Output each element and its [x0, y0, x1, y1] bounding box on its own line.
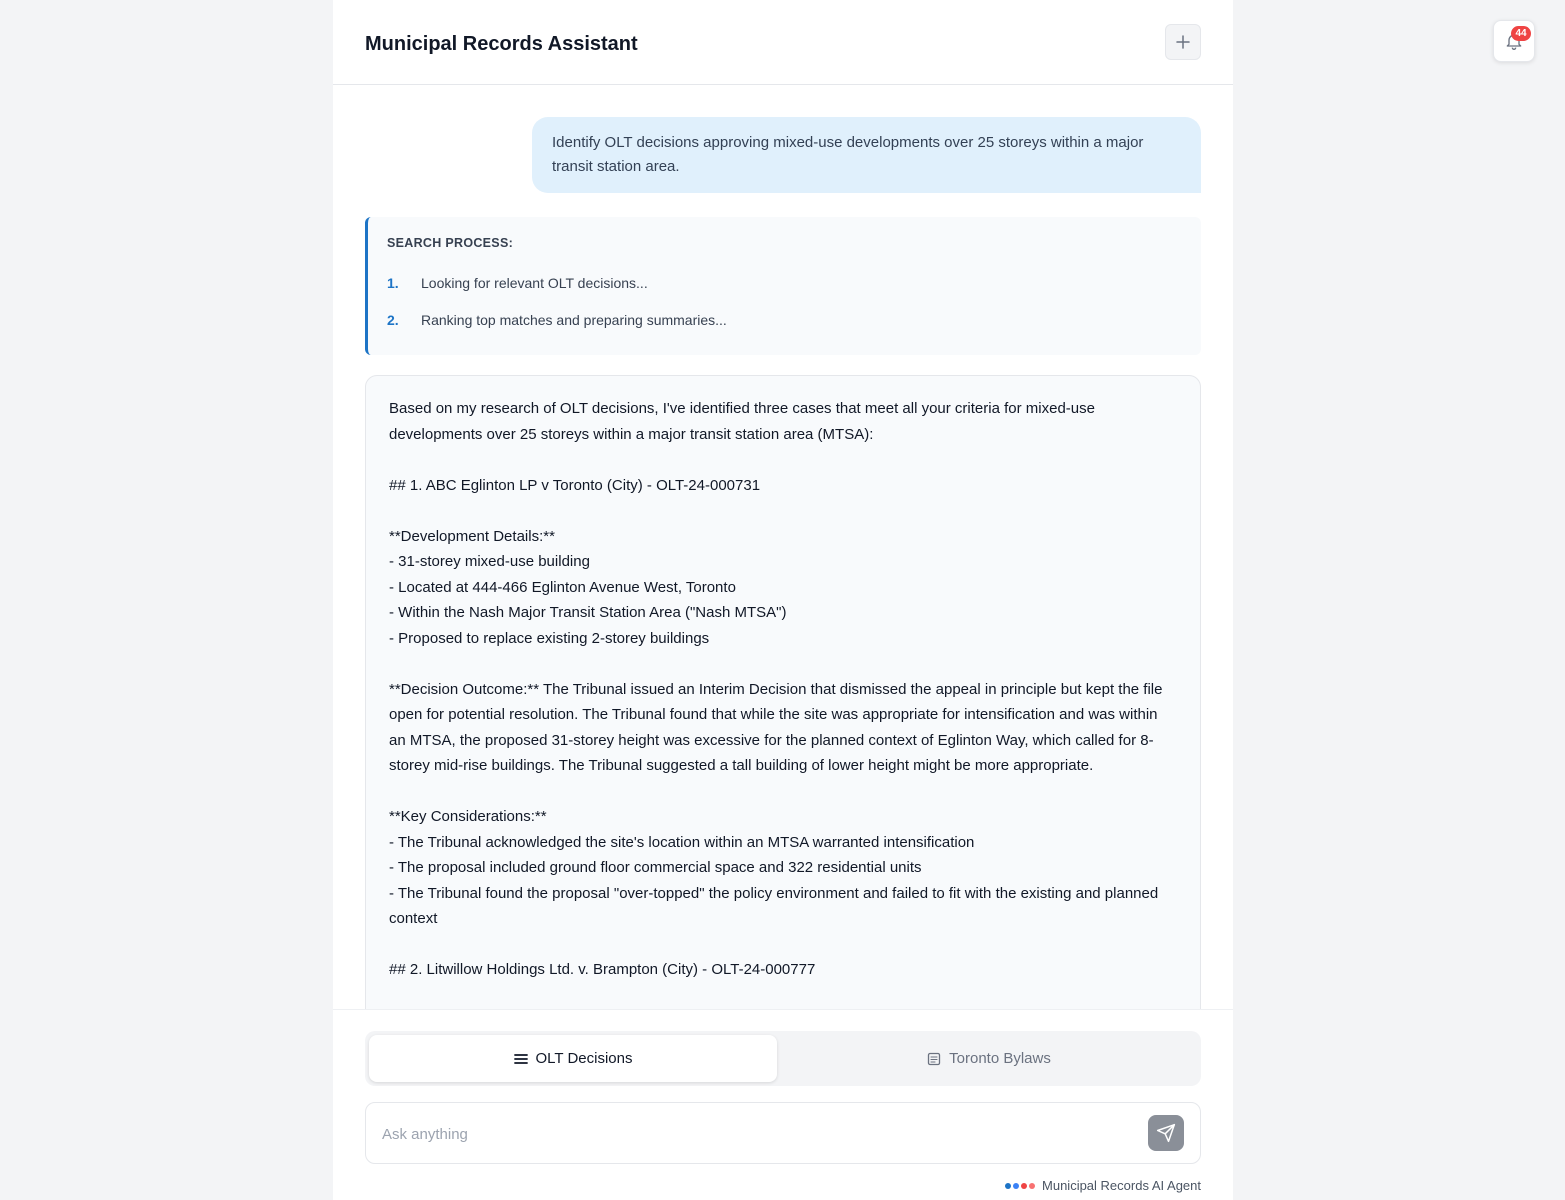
step-number: 1. — [387, 275, 399, 291]
answer-line: - The Tribunal acknowledged the site's location within an MTSA warranted intensification — [389, 833, 975, 851]
brand-dot — [1013, 1183, 1019, 1189]
answer-blank-line — [389, 651, 1177, 677]
answer-line: ## 1. ABC Eglinton LP v Toronto (City) - OLT-24-000731 — [389, 476, 761, 494]
answer-line: Based on my research of OLT decisions, I've identified three cases that meet all your criteria for mixed-use developments over 25 storeys within a major transit station area (MTSA): — [389, 400, 1095, 443]
search-process-panel — [365, 217, 1201, 355]
search-process-label: SEARCH PROCESS: — [387, 236, 514, 250]
tab-label: Toronto Bylaws — [949, 1050, 1051, 1067]
answer-line: **Development Details:** — [389, 527, 555, 545]
step-text: Ranking top matches and preparing summaries... — [421, 312, 727, 328]
answer-line: **Key Considerations:** — [389, 808, 547, 825]
send-button[interactable] — [1148, 1115, 1184, 1151]
answer-line: ## 2. Litwillow Holdings Ltd. v. Brampton (City) - OLT-24-000777 — [389, 961, 816, 978]
step-text: Looking for relevant OLT decisions... — [421, 275, 648, 291]
message-input[interactable] — [382, 1121, 1142, 1147]
tab-toronto-bylaws[interactable] — [781, 1035, 1197, 1082]
answer-line: - 31-storey mixed-use building — [389, 553, 590, 570]
page-title: Municipal Records Assistant — [365, 33, 638, 55]
answer-line: - Located at 444-466 Eglinton Avenue West, Toronto — [389, 578, 736, 596]
answer-blank-line — [389, 932, 1177, 958]
notifications-button[interactable] — [1493, 20, 1535, 62]
send-icon — [1156, 1123, 1176, 1143]
brand-dot — [1029, 1183, 1035, 1189]
brand-dot — [1021, 1183, 1027, 1189]
answer-line: - The Tribunal found the proposal "over-topped" the policy environment and failed to fit with the existing and planned context — [389, 884, 1159, 927]
composer-area — [333, 1009, 1233, 1200]
answer-line: - Within the Nash Major Transit Station Area ("Nash MTSA") — [389, 604, 787, 621]
chat-area[interactable] — [333, 85, 1233, 1009]
document-icon — [927, 1052, 941, 1066]
answer-blank-line — [389, 498, 1177, 524]
user-message: Identify OLT decisions approving mixed-use developments over 25 storeys within a major transit station area. — [532, 117, 1201, 193]
answer-line: - The proposal included ground floor commercial space and 322 residential units — [389, 859, 922, 876]
source-tabs — [365, 1031, 1201, 1086]
brand-footer — [1005, 1178, 1201, 1193]
assistant-answer — [365, 375, 1201, 1009]
notification-count-badge: 44 — [1511, 26, 1531, 41]
answer-blank-line — [389, 779, 1177, 805]
plus-icon — [1176, 35, 1190, 49]
message-composer — [365, 1102, 1201, 1164]
answer-line: - Proposed to replace existing 2-storey buildings — [389, 629, 710, 647]
step-number: 2. — [387, 312, 399, 328]
tab-label: OLT Decisions — [535, 1050, 633, 1067]
brand-dot — [1005, 1183, 1011, 1189]
tab-olt-decisions[interactable] — [369, 1035, 777, 1082]
app-window — [333, 0, 1233, 1200]
answer-line: **Decision Outcome:** The Tribunal issued an Interim Decision that dismissed the appeal in principle but kept the file open for potential resolution. The Tribunal found that while the site was appropriate for intensification and was within an MTSA, the proposed 31-storey height was excessive for the planned context of Eglinton Way, which called for 8-storey mid-rise buildings. The Tribunal suggested a tall building of lower height might be more appropriate. — [389, 680, 1163, 774]
brand-logo-icon — [1005, 1183, 1035, 1189]
list-icon — [514, 1053, 528, 1065]
header — [333, 0, 1233, 85]
answer-blank-line — [389, 447, 1177, 473]
new-chat-button[interactable] — [1165, 24, 1201, 60]
brand-label: Municipal Records AI Agent — [1042, 1178, 1201, 1193]
